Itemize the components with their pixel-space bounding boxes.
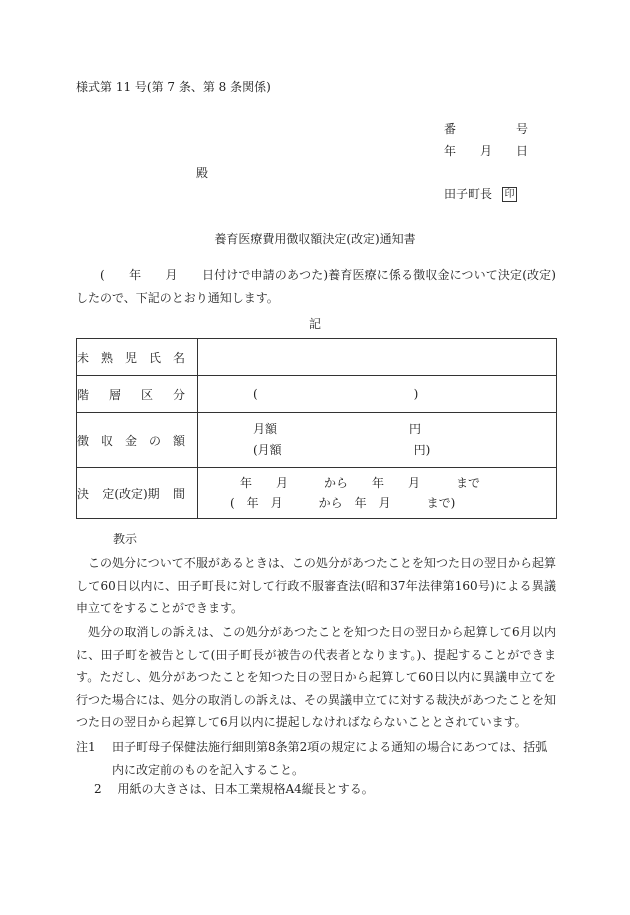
note-2-number: 2 (94, 782, 102, 796)
details-table (76, 338, 557, 519)
label-period (77, 468, 198, 519)
note-1-number: 注1 (76, 740, 96, 754)
label-amount (77, 413, 198, 468)
monthly-amount-previous: (月額 円) (253, 443, 431, 457)
class-bracket: ( ) (253, 387, 419, 401)
value-period (198, 468, 557, 519)
note-2-text: 用紙の大きさは、日本工業規格A4縦長とする。 (117, 782, 374, 796)
form-number: 様式第 11 号(第 7 条、第 8 条関係) (76, 80, 271, 94)
label-char: 徴 (77, 433, 90, 448)
document-title: 養育医療費用徴収額決定(改定)通知書 (214, 232, 416, 246)
label-char: 分 (172, 387, 185, 402)
label-char: 間 (172, 486, 185, 501)
date-line: 年 月 日 (444, 144, 529, 158)
period-current: 年 月 から 年 月 まで (240, 476, 481, 490)
monthly-amount: 月額 円 (253, 422, 422, 436)
label-char: 区 (140, 387, 153, 402)
label-char: の (148, 433, 161, 448)
label-char: 未 (77, 350, 90, 365)
intro-paragraph: ( 年 月 日付けで申請のあつた)養育医療に係る徴収金について決定(改定)したので、下記のとおり通知します。 (76, 268, 556, 305)
label-char: 氏 (148, 350, 161, 365)
label-char: 定(改定)期 (102, 486, 160, 501)
label-char: 名 (172, 350, 185, 365)
ki-heading: 記 (308, 317, 321, 331)
table-row-period (77, 468, 557, 519)
label-class (77, 376, 198, 413)
label-child-name (77, 339, 198, 376)
instruction-paragraph-appeal: この処分について不服があるときは、この処分があつたことを知つた日の翌日から起算して60日以内に、田子町長に対して行政不服審査法(昭和37年法律第160号)による異議申立てをすることができます。 (76, 556, 556, 615)
issuer-name: 田子町長 (444, 187, 493, 201)
value-amount (198, 413, 557, 468)
issuer-block (444, 186, 517, 202)
label-char: 階 (77, 387, 90, 402)
note-1 (76, 736, 556, 781)
label-char: 熟 (100, 350, 113, 365)
instruction-paragraph-lawsuit: 処分の取消しの訴えは、この処分があつたことを知つた日の翌日から起算して6月以内に、田子町を被告として(田子町長が被告の代表者となります。)、提起することができます。ただし、処分があつたことを知つた日の翌日から起算して60日以内に異議申立てを行つた場合には、処分の取消しの訴えは、その異議申立てに対する裁決があつたことを知つた日の翌日から起算して6月以内に提起しなければならないこととされています。 (76, 625, 557, 729)
seal-mark: 印 (502, 187, 517, 202)
label-char: 層 (108, 387, 121, 402)
label-char: 児 (124, 350, 137, 365)
label-char: 決 (77, 486, 90, 501)
label-char: 金 (124, 433, 137, 448)
table-row-child-name (77, 339, 557, 376)
note-2 (94, 781, 374, 797)
table-row-class (77, 376, 557, 413)
note-1-text: 田子町母子保健法施行細則第8条第2項の規定による通知の場合にあつては、括弧内に改定前のものを記入すること。 (112, 740, 548, 777)
period-previous: ( 年 月 から 年 月 まで) (230, 496, 456, 510)
value-class (198, 376, 557, 413)
table-row-amount (77, 413, 557, 468)
label-char: 額 (172, 433, 185, 448)
addressee: 殿 (196, 166, 209, 180)
instruction-heading: 教示 (113, 532, 138, 546)
document-number-line: 番 号 (444, 122, 529, 136)
value-child-name (198, 339, 557, 376)
label-char: 収 (100, 433, 113, 448)
